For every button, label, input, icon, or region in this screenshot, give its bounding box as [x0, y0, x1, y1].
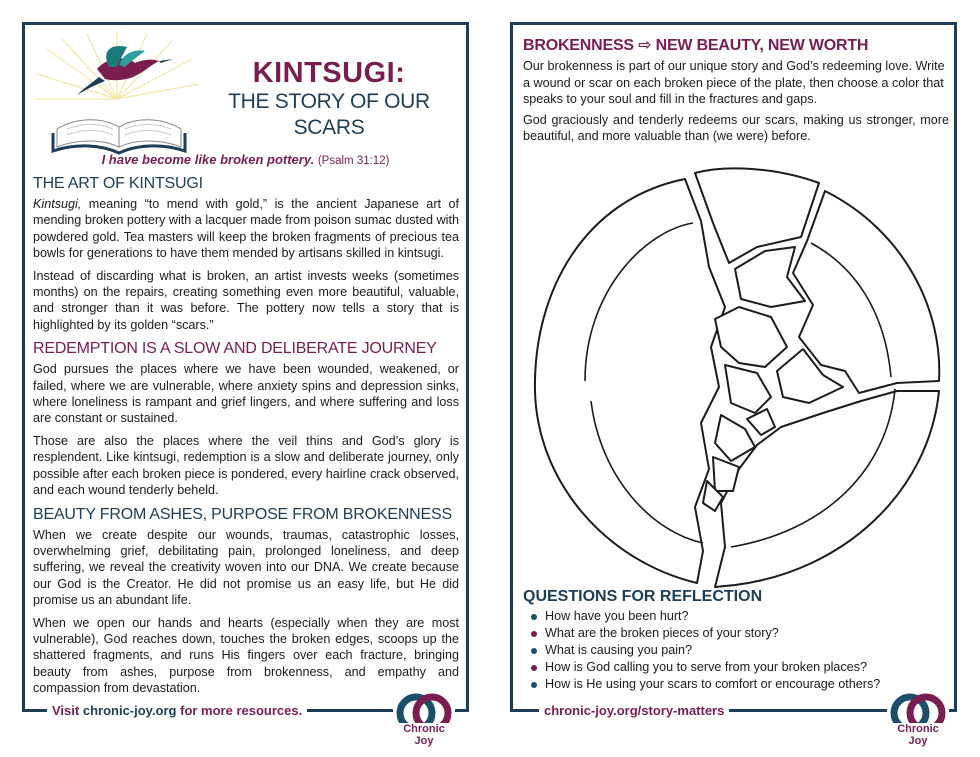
plate-piece[interactable]	[747, 409, 775, 435]
logo-label: Chronic Joy	[393, 723, 455, 747]
bullet-icon	[531, 648, 537, 654]
page-title: KINTSUGI:	[252, 57, 406, 89]
paragraph: God pursues the places where we have been wounded, weakened, or failed, where we are vulnerable, where anxiety spins and depression sinks, where loneliness is rampant and grief lingers, and where suffering and loss are constant or sustained.	[33, 362, 459, 426]
book-bird-illustration	[27, 29, 207, 159]
plate-piece[interactable]	[793, 191, 939, 393]
question-text: How is God calling you to serve from your broken places?	[545, 660, 867, 674]
question-text: What are the broken pieces of your story?	[545, 626, 779, 640]
intro-text	[523, 58, 949, 149]
section-heading-brokenness: BROKENNESS ⇨ NEW BEAUTY, NEW WORTH	[523, 37, 869, 54]
footer-link[interactable]: chronic-joy.org	[82, 703, 177, 718]
question-text: How is He using your scars to comfort or encourage others?	[545, 677, 881, 691]
epigraph-reference: (Psalm 31:12)	[317, 155, 390, 167]
footer-story-link	[539, 703, 729, 719]
questions-heading: QUESTIONS FOR REFLECTION	[523, 588, 763, 605]
broken-plate-illustration[interactable]	[525, 151, 949, 591]
epigraph-quote: I have become like broken pottery.	[101, 152, 315, 167]
questions-list	[531, 608, 880, 693]
paragraph: God graciously and tenderly redeems our scars, making us stronger, more beautiful, and more valuable than (we were) before.	[523, 112, 949, 144]
right-page	[510, 22, 957, 747]
paragraph: Those are also the places where the veil thins and God’s glory is resplendent. Like kintsugi, redemption is a slow and deliberate journey, only possible after each broken piece is pondered, every hairline crack observed, and each wound tenderly beheld.	[33, 433, 459, 498]
footer-resources	[47, 703, 307, 719]
plate-piece[interactable]	[695, 168, 819, 263]
open-book-icon	[53, 120, 185, 153]
logo-label: Chronic Joy	[887, 723, 949, 747]
list-item	[531, 642, 880, 659]
plate-piece[interactable]	[725, 365, 771, 413]
bullet-icon	[531, 614, 537, 620]
bullet-icon	[531, 682, 537, 688]
paragraph: When we open our hands and hearts (especially when they are most vulnerable), God reaches down, touches the broken edges, scoops up the shattered fragments, and runs His fingers over each fracture, bringing beauty from ashes, purpose from brokenness, and empathy and compassion from devastation.	[33, 615, 459, 696]
footer-suffix: for more resources.	[176, 703, 303, 718]
left-page	[22, 22, 469, 747]
question-text: What is causing you pain?	[545, 643, 693, 657]
paragraph	[33, 196, 459, 262]
paragraph: When we create despite our wounds, traumas, catastrophic losses, overwhelming grief, debilitating pain, prolonged loneliness, and deep suffering, we reveal the creativity woven into our DNA. We create because our God is the Creator. He did not promise us an easy life, but He did promise us an abundant life.	[33, 527, 459, 608]
list-item	[531, 676, 880, 693]
footer-link[interactable]: chronic-joy.org/story-matters	[544, 703, 725, 718]
list-item	[531, 625, 880, 642]
list-item	[531, 608, 880, 625]
section-heading-redemption: REDEMPTION IS A SLOW AND DELIBERATE JOURNEY	[33, 340, 437, 358]
plate-piece[interactable]	[535, 179, 725, 583]
list-item	[531, 659, 880, 676]
paragraph: Our brokenness is part of our unique story and God’s redeeming love. Write a wound or scar on each broken piece of the plate, then choose a color that speaks to your soul and fill in the fractures and gaps.	[523, 59, 945, 107]
article-body	[33, 174, 459, 703]
plate-piece[interactable]	[713, 457, 739, 491]
question-text: How have you been hurt?	[545, 609, 689, 623]
footer-prefix: Visit	[52, 703, 83, 718]
epigraph	[25, 152, 466, 167]
paragraph-text: meaning “to mend with gold,” is the ancient Japanese art of mending broken pottery with a lacquer made from poison sumac dusted with powdered gold. Tea masters will keep the broken fragments of precious tea bowls for generations to have them mended by artisans skilled in kintsugi.	[33, 197, 459, 261]
paragraph: Instead of discarding what is broken, an artist invests weeks (sometimes months) on the repairs, creating something even more beautiful, valuable, and stronger than it was before. The pottery now tells a story that is highlighted by its golden “scars.”	[33, 268, 459, 332]
section-heading-beauty-from-ashes: BEAUTY FROM ASHES, PURPOSE FROM BROKENNESS	[33, 505, 452, 523]
plate-piece[interactable]	[715, 307, 787, 367]
kintsugi-term: Kintsugi,	[33, 197, 82, 211]
section-heading-art-of-kintsugi: THE ART OF KINTSUGI	[33, 175, 203, 192]
bullet-icon	[531, 631, 537, 637]
page-subtitle: THE STORY OF OUR SCARS	[228, 90, 430, 139]
bullet-icon	[531, 665, 537, 671]
